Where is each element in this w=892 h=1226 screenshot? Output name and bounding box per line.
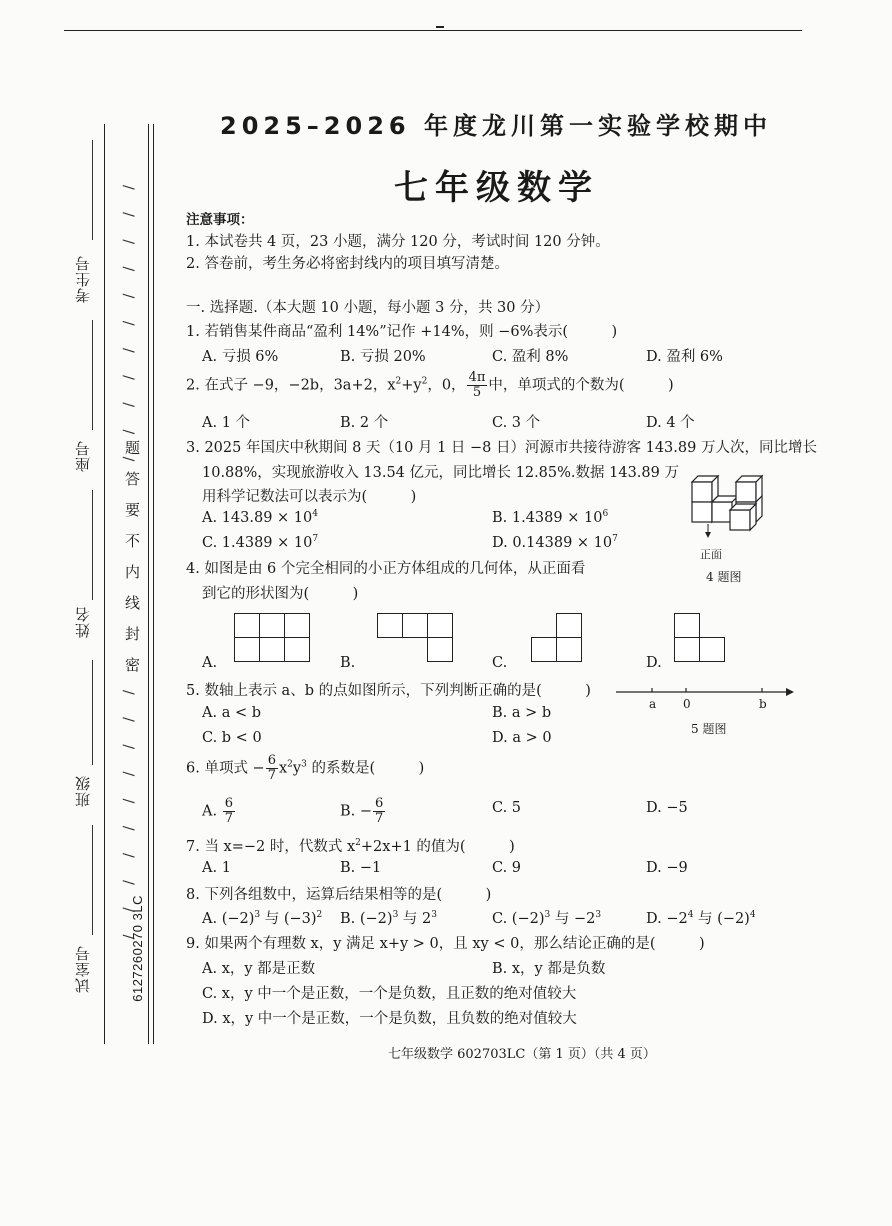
q8-option-c: C. $(-2)^3$ 与 $-2^3$ bbox=[492, 910, 602, 927]
q1-option-c: C. 盈利 8% bbox=[492, 349, 569, 365]
note-2: 2. 答卷前，考生务必将密封线内的项目填写清楚。 bbox=[186, 256, 509, 272]
q7-option-c: C. 9 bbox=[492, 860, 522, 876]
blank-line bbox=[92, 825, 93, 935]
note-1: 1. 本试卷共 4 页，23 小题，满分 120 分，考试时间 120 分钟。 bbox=[186, 234, 610, 250]
q7-option-d: D. −9 bbox=[646, 860, 688, 876]
q4-option-a-label: A. bbox=[202, 655, 218, 671]
field-seat-no: 座号 bbox=[74, 440, 92, 472]
q9-option-a: A. x，y 都是正数 bbox=[202, 961, 316, 977]
q6-option-a: A. $\frac{6}{7}$ bbox=[202, 796, 233, 826]
q3-option-d: D. $0.14389 \times 10^7$ bbox=[492, 534, 618, 551]
blank-line bbox=[92, 490, 93, 600]
q7-option-a: A. 1 bbox=[202, 860, 231, 876]
notes-heading: 注意事项： bbox=[186, 212, 254, 228]
q7-option-b: B. −1 bbox=[340, 860, 382, 876]
blank-line bbox=[92, 660, 93, 765]
q5-option-a: A. a < b bbox=[202, 705, 261, 721]
q5-option-d: D. a > 0 bbox=[492, 730, 552, 746]
q6-option-d: D. −5 bbox=[646, 800, 688, 816]
binding-line-inner2 bbox=[153, 124, 154, 1044]
q3-option-a: A. $143.89 \times 10^4$ bbox=[202, 509, 318, 526]
field-room-no: 试室号 bbox=[74, 945, 92, 993]
q8-option-b: B. $(-2)^3$ 与 $2^3$ bbox=[340, 910, 437, 927]
field-class: 班级 bbox=[74, 775, 92, 807]
paper-code: 6127260270 3LC bbox=[130, 895, 145, 1002]
q5-option-b: B. a > b bbox=[492, 705, 552, 721]
q7-stem: 7. 当 x=−2 时，代数式 $x^2+2x+1$ 的值为( ) bbox=[186, 838, 515, 855]
blank-line bbox=[92, 320, 93, 430]
q4-option-d-label: D. bbox=[646, 655, 662, 671]
q5-axis-label-0: 0 bbox=[683, 697, 691, 711]
q3-line-2: 10.88%，实现旅游收入 13.54 亿元，同比增长 12.85%.数据 143.89 万 bbox=[202, 465, 679, 481]
q3-option-b: B. $1.4389 \times 10^6$ bbox=[492, 509, 609, 526]
subject-title: 七年级数学 bbox=[394, 168, 599, 208]
q5-option-c: C. b < 0 bbox=[202, 730, 262, 746]
top-mark bbox=[436, 26, 444, 34]
q8-stem: 8. 下列各组数中，运算后结果相等的是( ) bbox=[186, 887, 492, 903]
q2-option-a: A. 1 个 bbox=[202, 415, 251, 431]
q4-line-2: 到它的形状图为( ) bbox=[202, 586, 359, 602]
q3-line-1: 3. 2025 年国庆中秋期间 8 天（10 月 1 日 −8 日）河源市共接待游客 143.89 万人次，同比增长 bbox=[186, 440, 817, 456]
q6-stem: 6. 单项式 − $\frac{6}{7}$ $x^2y^3$ 的系数是( ) bbox=[186, 753, 425, 783]
q2-option-c: C. 3 个 bbox=[492, 415, 541, 431]
page-footer: 七年级数学 602703LC（第 1 页）（共 4 页） bbox=[388, 1047, 656, 1062]
q2-fraction: $\frac{4\pi}{5}$ bbox=[468, 370, 486, 400]
q5-figure-caption: 5 题图 bbox=[691, 722, 727, 736]
exam-title: 2025–2026 年度龙川第一实验学校期中 bbox=[220, 112, 772, 140]
q8-option-a: A. $(-2)^3$ 与 $(-3)^2$ bbox=[202, 910, 323, 927]
q8-option-d: D. $-2^4$ 与 $(-2)^4$ bbox=[646, 910, 756, 927]
field-candidate-no: 考生号 bbox=[74, 255, 92, 303]
q3-line-3: 用科学记数法可以表示为( ) bbox=[202, 489, 417, 505]
field-name: 姓名 bbox=[74, 606, 92, 638]
q2-option-b: B. 2 个 bbox=[340, 415, 389, 431]
q1-option-a: A. 亏损 6% bbox=[202, 349, 279, 365]
binding-line-outer bbox=[104, 124, 105, 1044]
q2-stem: 2. 在式子 −9，−2b，3a+2，$x^2+y^2$，0， $\frac{4\pi}{5}$ 中，单项式的个数为( ) bbox=[186, 370, 674, 400]
q4-cube-figure bbox=[686, 470, 776, 540]
q9-option-b: B. x，y 都是负数 bbox=[492, 961, 606, 977]
q1-option-b: B. 亏损 20% bbox=[340, 349, 426, 365]
blank-line bbox=[92, 140, 93, 240]
q9-option-d: D. x，y 中一个是正数，一个是负数，且负数的绝对值较大 bbox=[202, 1011, 577, 1027]
q1-stem: 1. 若销售某件商品“盈利 14%”记作 +14%，则 −6%表示( ) bbox=[186, 324, 618, 340]
q6-option-b: B. − $\frac{6}{7}$ bbox=[340, 796, 384, 826]
top-rule bbox=[64, 30, 802, 31]
q4-line-1: 4. 如图是由 6 个完全相同的小正方体组成的几何体，从正面看 bbox=[186, 561, 586, 577]
q9-stem: 9. 如果两个有理数 x，y 满足 x+y > 0，且 xy < 0，那么结论正确的是( ) bbox=[186, 936, 705, 952]
binding-line-inner bbox=[148, 124, 149, 1044]
seal-text: 题答要不内线封密 bbox=[123, 440, 141, 688]
q2-option-d: D. 4 个 bbox=[646, 415, 695, 431]
q1-option-d: D. 盈利 6% bbox=[646, 349, 723, 365]
q9-option-c: C. x，y 中一个是正数，一个是负数，且正数的绝对值较大 bbox=[202, 986, 577, 1002]
seal-slashes-bottom: / / / / / / / / / / bbox=[120, 690, 136, 949]
q4-option-c-label: C. bbox=[492, 655, 508, 671]
q5-axis-label-a: a bbox=[649, 697, 657, 711]
q6-option-c: C. 5 bbox=[492, 800, 522, 816]
q4-front-label: 正面 bbox=[700, 548, 722, 561]
q5-stem: 5. 数轴上表示 a、b 的点如图所示，下列判断正确的是( ) bbox=[186, 683, 591, 699]
section-heading: 一. 选择题.（本大题 10 小题，每小题 3 分，共 30 分） bbox=[186, 300, 550, 316]
q3-option-c: C. $1.4389 \times 10^7$ bbox=[202, 534, 319, 551]
q5-axis-label-b: b bbox=[759, 697, 767, 711]
q4-figure-caption: 4 题图 bbox=[706, 570, 742, 584]
q4-option-b-label: B. bbox=[340, 655, 356, 671]
seal-slashes-top: / / / / / / / / / / / bbox=[120, 185, 136, 471]
q5-number-line bbox=[614, 684, 796, 714]
